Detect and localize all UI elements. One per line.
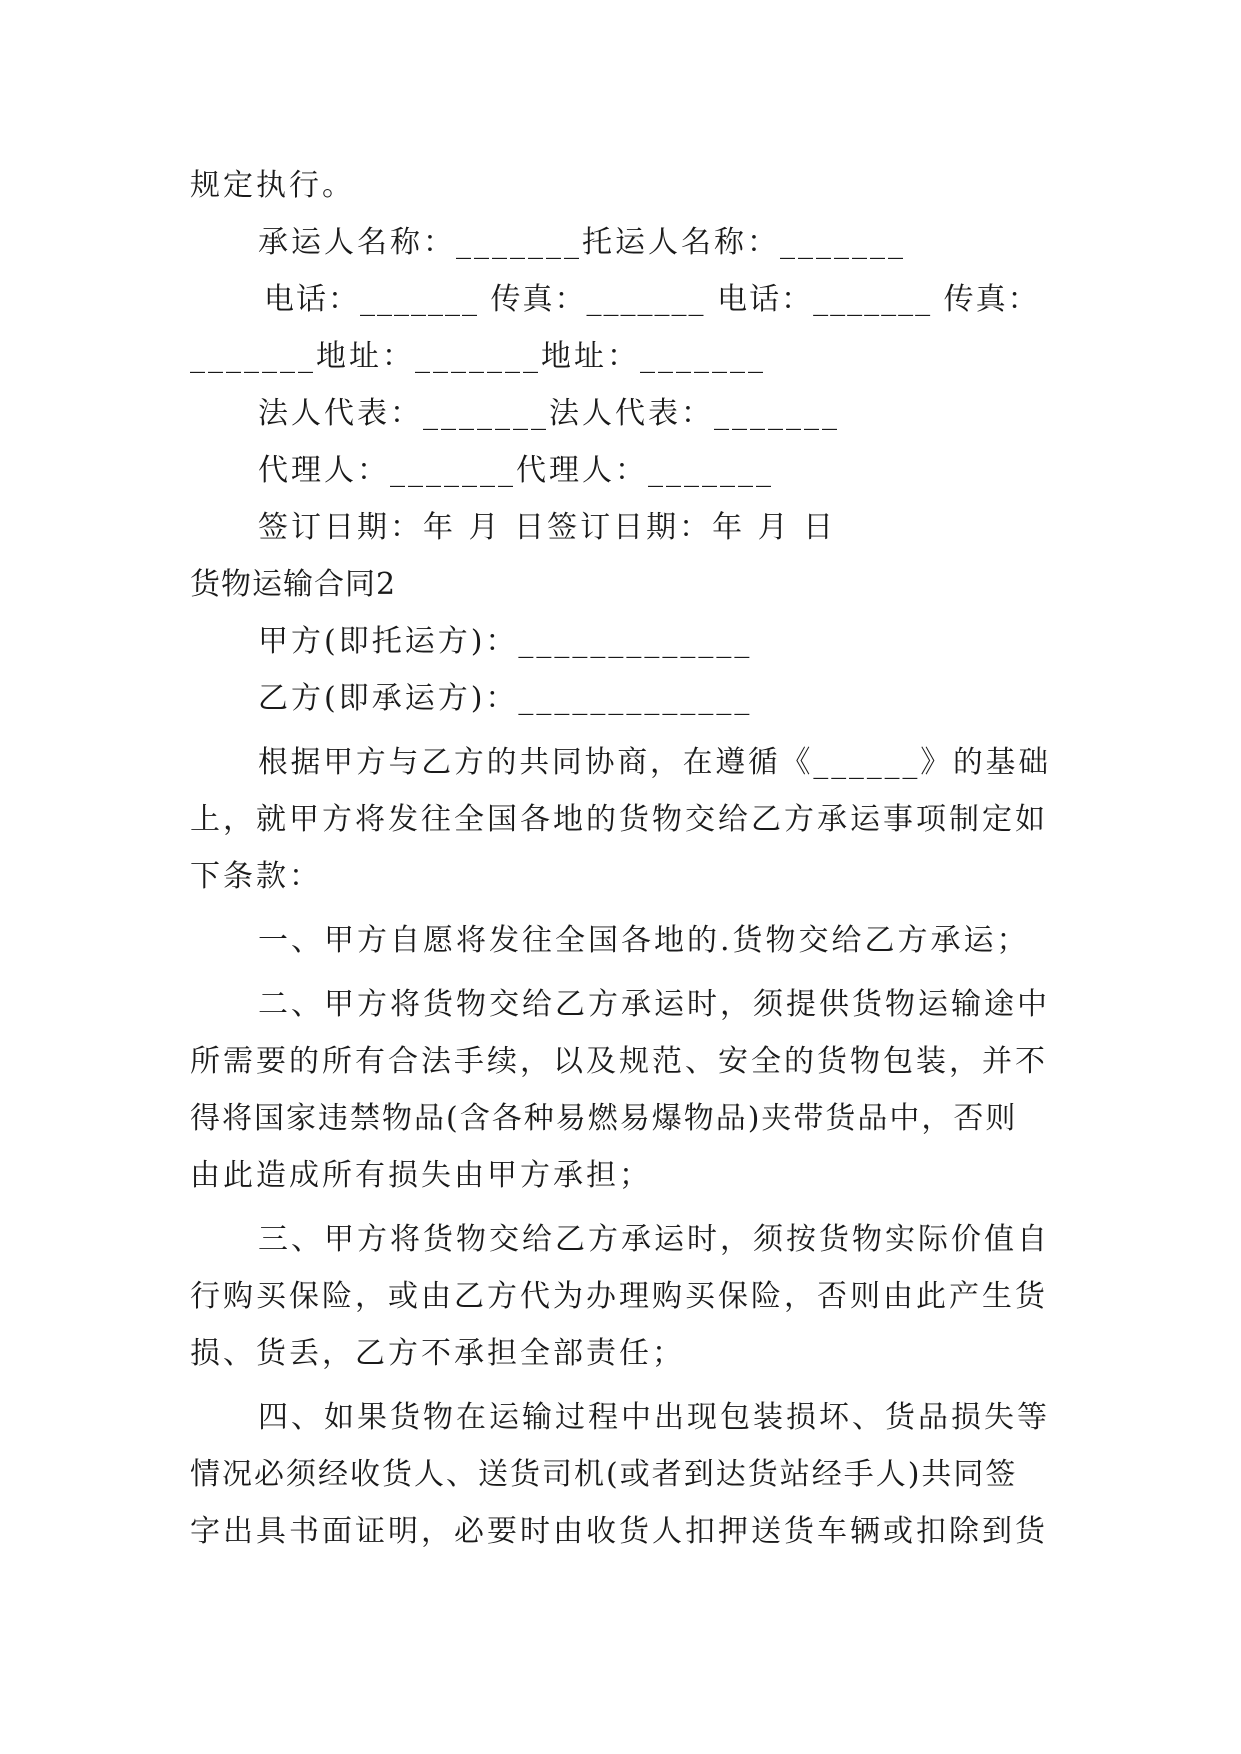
- text-line: 法人代表：_______法人代表：_______: [258, 396, 840, 431]
- text-line: 四、如果货物在运输过程中出现包装损坏、货品损失等: [258, 1400, 1050, 1435]
- text-line: 甲方(即托运方)：_____________: [258, 624, 753, 659]
- text-line: 所需要的所有合法手续，以及规范、安全的货物包装，并不: [190, 1044, 1048, 1079]
- section-title: 货物运输合同2: [190, 567, 397, 602]
- text-line: 得将国家违禁物品(含各种易燃易爆物品)夹带货品中，否则: [190, 1101, 1018, 1136]
- text-line: 三、甲方将货物交给乙方承运时，须按货物实际价值自: [258, 1222, 1050, 1257]
- text-line: 由此造成所有损失由甲方承担；: [190, 1158, 652, 1193]
- text-line: 乙方(即承运方)：_____________: [258, 681, 753, 716]
- text-line: 行购买保险，或由乙方代为办理购买保险，否则由此产生货: [190, 1279, 1048, 1314]
- text-line: 情况必须经收货人、送货司机(或者到达货站经手人)共同签: [190, 1457, 1018, 1492]
- text-line: 电话：_______ 传真：_______ 电话：_______ 传真：: [264, 282, 1040, 317]
- text-line: 二、甲方将货物交给乙方承运时，须提供货物运输途中: [258, 987, 1050, 1022]
- text-line: 根据甲方与乙方的共同协商，在遵循《______》的基础: [258, 745, 1051, 780]
- text-line: _______地址：_______地址：_______: [190, 339, 766, 374]
- text-line: 上，就甲方将发往全国各地的货物交给乙方承运事项制定如: [190, 802, 1048, 837]
- text-line: 下条款：: [190, 859, 322, 894]
- text-line: 字出具书面证明，必要时由收货人扣押送货车辆或扣除到货: [190, 1514, 1048, 1549]
- text-line: 规定执行。: [190, 168, 355, 203]
- text-line: 签订日期：年 月 日签订日期：年 月 日: [258, 510, 837, 545]
- text-line: 承运人名称：_______托运人名称：_______: [258, 225, 906, 260]
- text-line: 损、货丢，乙方不承担全部责任；: [190, 1336, 685, 1371]
- text-line: 代理人：_______代理人：_______: [258, 453, 774, 488]
- text-line: 一、甲方自愿将发往全国各地的.货物交给乙方承运；: [258, 923, 1030, 958]
